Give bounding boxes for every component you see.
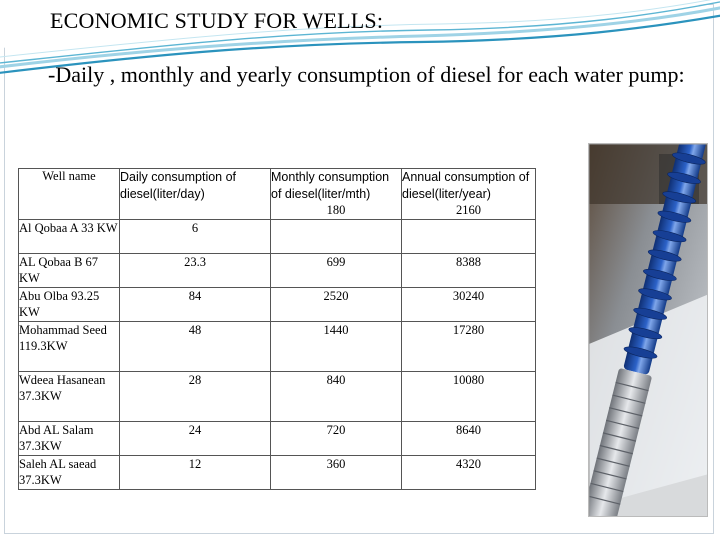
header-daily-consumption: Daily consumption of diesel(liter/day)	[120, 169, 271, 220]
cell-daily: 28	[120, 371, 271, 421]
cell-monthly: 720	[271, 421, 402, 455]
cell-annual: 2160	[456, 203, 481, 217]
header-annual-consumption: Annual consumption of diesel(liter/year) 2160	[402, 169, 536, 220]
cell-annual: 8640	[402, 421, 536, 455]
cell-annual: 8388	[402, 253, 536, 287]
cell-well-name: Abd AL Salam 37.3KW	[19, 421, 120, 455]
cell-daily: 24	[120, 421, 271, 455]
header-well-name: Well name	[19, 169, 120, 220]
cell-annual: 4320	[402, 455, 536, 489]
cell-monthly: 840	[271, 371, 402, 421]
pump-illustration	[589, 144, 708, 517]
cell-daily: 6	[120, 219, 271, 253]
cell-annual: 30240	[402, 287, 536, 321]
cell-well-name: Al Qobaa A 33 KW	[19, 219, 120, 253]
cell-monthly: 2520	[271, 287, 402, 321]
table-row	[19, 321, 536, 371]
table-row	[19, 371, 536, 421]
cell-monthly: 180	[326, 203, 346, 217]
cell-well-name: Mohammad Seed 119.3KW	[19, 321, 120, 371]
cell-daily: 23.3	[120, 253, 271, 287]
cell-annual: 17280	[402, 321, 536, 371]
table-row	[19, 287, 536, 321]
cell-spacer	[402, 219, 536, 253]
cell-well-name: Saleh AL saead 37.3KW	[19, 455, 120, 489]
cell-monthly: 360	[271, 455, 402, 489]
cell-well-name: Abu Olba 93.25 KW	[19, 287, 120, 321]
table-row	[19, 253, 536, 287]
cell-daily: 48	[120, 321, 271, 371]
cell-daily: 12	[120, 455, 271, 489]
water-pump-photo	[588, 143, 708, 517]
slide-title: ECONOMIC STUDY FOR WELLS:	[50, 8, 384, 33]
table-row	[19, 421, 536, 455]
table-header-row	[19, 169, 536, 220]
header-monthly-consumption: Monthly consumption of diesel(liter/mth) 180	[271, 169, 402, 220]
table-row	[19, 455, 536, 489]
diesel-consumption-table	[18, 168, 536, 490]
cell-well-name: AL Qobaa B 67 KW	[19, 253, 120, 287]
cell-spacer	[271, 219, 402, 253]
cell-monthly: 699	[271, 253, 402, 287]
cell-monthly: 1440	[271, 321, 402, 371]
slide-subtitle: -Daily , monthly and yearly consumption of diesel for each water pump:	[48, 62, 685, 87]
cell-annual: 10080	[402, 371, 536, 421]
cell-well-name: Wdeea Hasanean 37.3KW	[19, 371, 120, 421]
cell-daily: 84	[120, 287, 271, 321]
table-row	[19, 219, 536, 253]
